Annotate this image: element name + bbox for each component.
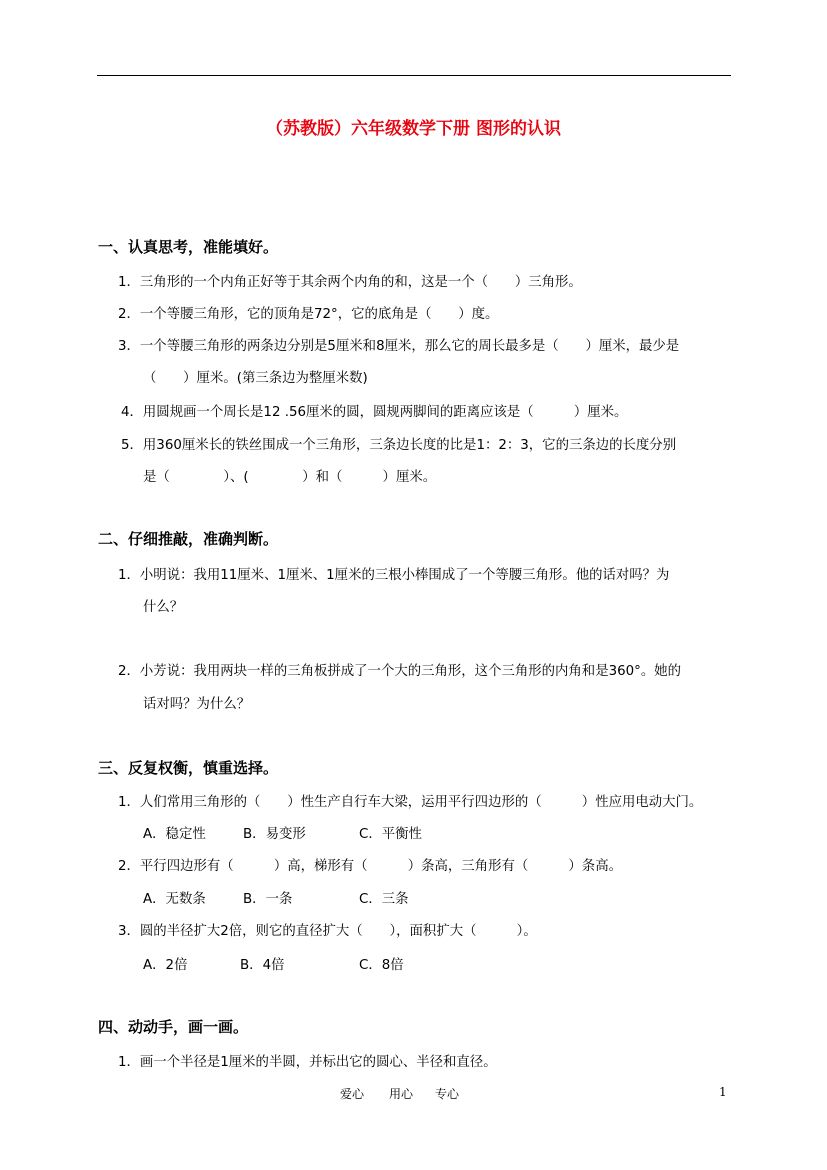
s2-question-2-line-1: 2．小芳说：我用两块一样的三角板拼成了一个大的三角形，这个三角形的内角和是360°。她的 bbox=[118, 664, 682, 679]
s1-question-4: 4．用圆规画一个周长是12 .56厘米的圆，圆规两脚间的距离应该是（ ）厘米。 bbox=[121, 405, 628, 420]
s3-q3-option-b: B．4倍 bbox=[240, 958, 285, 973]
document-title: （苏教版）六年级数学下册 图形的认识 bbox=[266, 119, 561, 139]
s3-q1-option-a: A．稳定性 bbox=[143, 827, 206, 842]
section-2-heading: 二、仔细推敲，准确判断。 bbox=[98, 530, 279, 548]
footer-word-1: 爱心 bbox=[340, 1087, 365, 1101]
s1-question-3-line-2: （ ）厘米。(第三条边为整厘米数) bbox=[143, 371, 368, 386]
footer-word-3: 专心 bbox=[435, 1087, 460, 1101]
s3-question-2: 2．平行四边形有（ ）高，梯形有（ ）条高，三角形有（ ）条高。 bbox=[118, 859, 622, 874]
s3-q2-option-c: C．三条 bbox=[359, 892, 409, 907]
s1-question-5-line-1: 5．用360厘米长的铁丝围成一个三角形，三条边长度的比是1：2：3，它的三条边的长度分别 bbox=[121, 438, 677, 453]
s3-q2-option-b: B．一条 bbox=[243, 892, 293, 907]
footer-word-2: 用心 bbox=[389, 1087, 414, 1101]
s1-question-1: 1．三角形的一个内角正好等于其余两个内角的和，这是一个（ ）三角形。 bbox=[118, 275, 582, 290]
s1-question-2: 2．一个等腰三角形，它的顶角是72°，它的底角是（ ）度。 bbox=[118, 307, 499, 322]
section-1-heading: 一、认真思考，准能填好。 bbox=[98, 238, 279, 256]
s3-q3-option-a: A．2倍 bbox=[143, 958, 188, 973]
s3-q2-option-a: A．无数条 bbox=[143, 892, 206, 907]
section-4-heading: 四、动动手，画一画。 bbox=[98, 1018, 249, 1036]
s4-question-1: 1．画一个半径是1厘米的半圆，并标出它的圆心、半径和直径。 bbox=[118, 1055, 497, 1070]
s3-q3-option-c: C．8倍 bbox=[359, 958, 404, 973]
s3-question-3: 3．圆的半径扩大2倍，则它的直径扩大（ ），面积扩大（ ）。 bbox=[118, 924, 537, 939]
section-3-heading: 三、反复权衡，慎重选择。 bbox=[98, 759, 279, 777]
s3-q1-option-b: B．易变形 bbox=[243, 827, 306, 842]
s2-question-1-line-1: 1．小明说：我用11厘米、1厘米、1厘米的三根小棒围成了一个等腰三角形。他的话对吗？为 bbox=[118, 568, 670, 583]
s2-question-2-line-2: 话对吗？为什么？ bbox=[143, 697, 251, 712]
s3-question-1: 1．人们常用三角形的（ ）性生产自行车大梁，运用平行四边形的（ ）性应用电动大门。 bbox=[118, 795, 703, 810]
s1-question-5-line-2: 是（ ）、( ）和（ ）厘米。 bbox=[143, 470, 437, 485]
header-rule bbox=[97, 75, 731, 76]
s3-q1-option-c: C．平衡性 bbox=[359, 827, 422, 842]
s2-question-1-line-2: 什么？ bbox=[143, 600, 184, 615]
page-number: 1 bbox=[719, 1085, 727, 1099]
s1-question-3-line-1: 3．一个等腰三角形的两条边分别是5厘米和8厘米，那么它的周长最多是（ ）厘米，最少是 bbox=[118, 339, 680, 354]
